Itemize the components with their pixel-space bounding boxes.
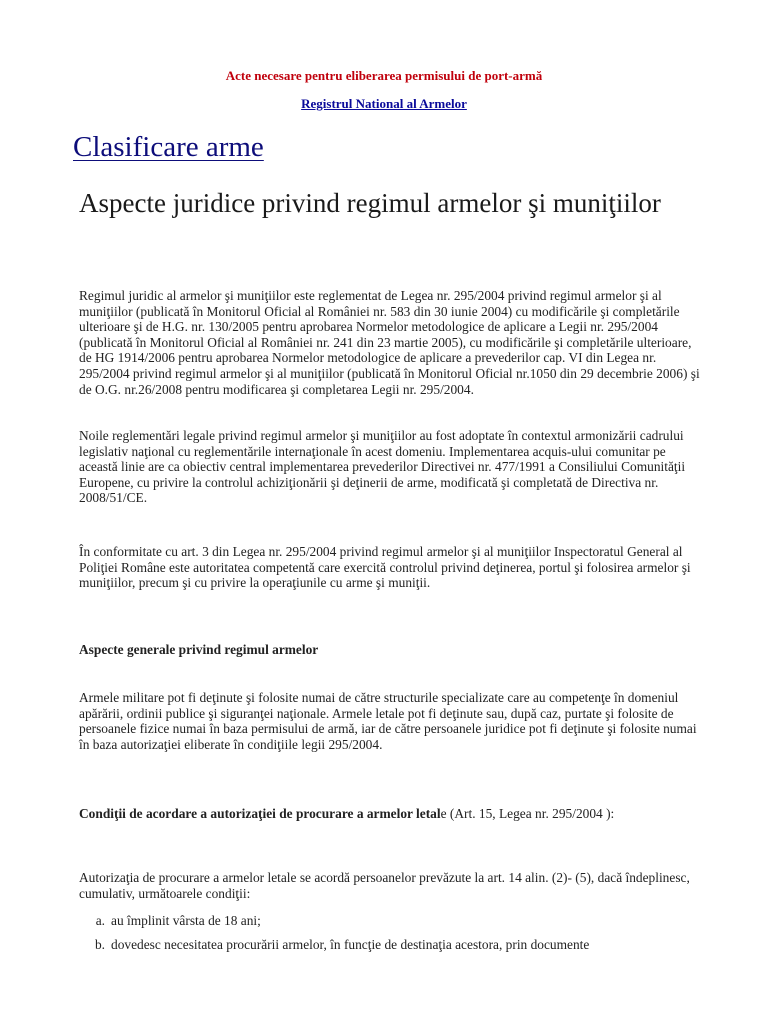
list-marker: a.	[95, 913, 105, 928]
paragraph-authorization-granted: Autorizaţia de procurare a armelor letale se acordă persoanelor prevăzute la art. 14 alin. (2)- (5), dacă îndeplinesc, cumulativ, următoarele condiţii:	[79, 870, 690, 901]
permit-documents-link[interactable]: Acte necesare pentru eliberarea permisului de port-armă	[225, 68, 543, 83]
paragraph-competent-authority: În conformitate cu art. 3 din Legea nr. 295/2004 privind regimul armelor şi al muniţiilor Inspectoratul General al Poliţiei Române este autoritatea competentă care exercită controlul privind deţinerea, portul şi folosirea armelor şi muniţiilor, precum şi cu privire la operaţiunile cu arme şi muniţii.	[79, 544, 691, 591]
list-item	[79, 937, 707, 953]
weapons-registry-link-text[interactable]: Registrul National al Armelor	[301, 96, 467, 111]
section-title[interactable]: Clasificare arme	[73, 131, 264, 163]
list-marker: b.	[94, 936, 105, 952]
paragraph-authorization-conditions	[79, 806, 707, 822]
authorization-conditions-bold: Condiţii de acordare a autorizaţiei de procurare a armelor letal	[79, 806, 441, 821]
authorization-conditions-rest: e (Art. 15, Legea nr. 295/2004 ):	[440, 806, 615, 821]
subheading-general-aspects: Aspecte generale privind regimul armelor	[79, 642, 319, 657]
list-item-text: au împlinit vârsta de 18 ani;	[111, 913, 261, 928]
paragraph-legal-regime: Regimul juridic al armelor şi muniţiilor este reglementat de Legea nr. 295/2004 privind regimul armelor şi al muniţiilor (publicată în Monitorul Oficial al României nr. 583 din 30 iunie 2004) cu modificările şi completările ulterioare şi de H.G. nr. 130/2005 pentru aprobarea Normelor metodologice de aplicare a Legii nr. 295/2004 (publicată în Monitorul Oficial al României nr. 241 din 23 martie 2005), cu modificările şi completările ulterioare, de HG 1914/2006 pentru aprobarea Normelor metodologice de aplicare a prevederilor cap. VI din Legea nr. 295/2004 privind regimul armelor şi al muniţiilor (publicată în Monitorul Oficial nr.1050 din 29 decembrie 2006) şi de O.G. nr.26/2008 pentru modificarea şi completarea Legii nr. 295/2004.	[79, 288, 700, 397]
conditions-list	[79, 913, 707, 960]
paragraph-military-weapons: Armele militare pot fi deţinute şi folosite numai de către structurile specializate care au competenţe în domeniul apărării, ordinii publice şi siguranţei naţionale. Armele letale pot fi deţinute sau, după caz, purtate şi folosite de persoanele fizice numai în baza permisului de armă, iar de către persoanele juridice pot fi deţinute şi folosite numai în baza autorizaţiei eliberate în condiţiile legii 295/2004.	[79, 690, 697, 752]
paragraph-new-regulations: Noile reglementări legale privind regimul armelor şi muniţiilor au fost adoptate în contextul armonizării cadrului legislativ naţional cu reglementările internaţionale în acest domeniu. Implementarea acquis-ului comunitar pe această linie are ca obiectiv central implementarea prevederilor Directivei nr. 477/1991 a Consiliului Comunităţii Europene, cu privire la controlul achiziţionării şi deţinerii de arme, modificată şi completată de Directiva nr. 2008/51/CE.	[79, 428, 686, 506]
main-heading: Aspecte juridice privind regimul armelor şi muniţiilor	[79, 188, 661, 218]
list-item-text: dovedesc necesitatea procurării armelor, în funcţie de destinaţia acestora, prin documente	[111, 936, 590, 952]
list-item	[79, 913, 707, 929]
weapons-registry-link[interactable]	[0, 96, 768, 112]
